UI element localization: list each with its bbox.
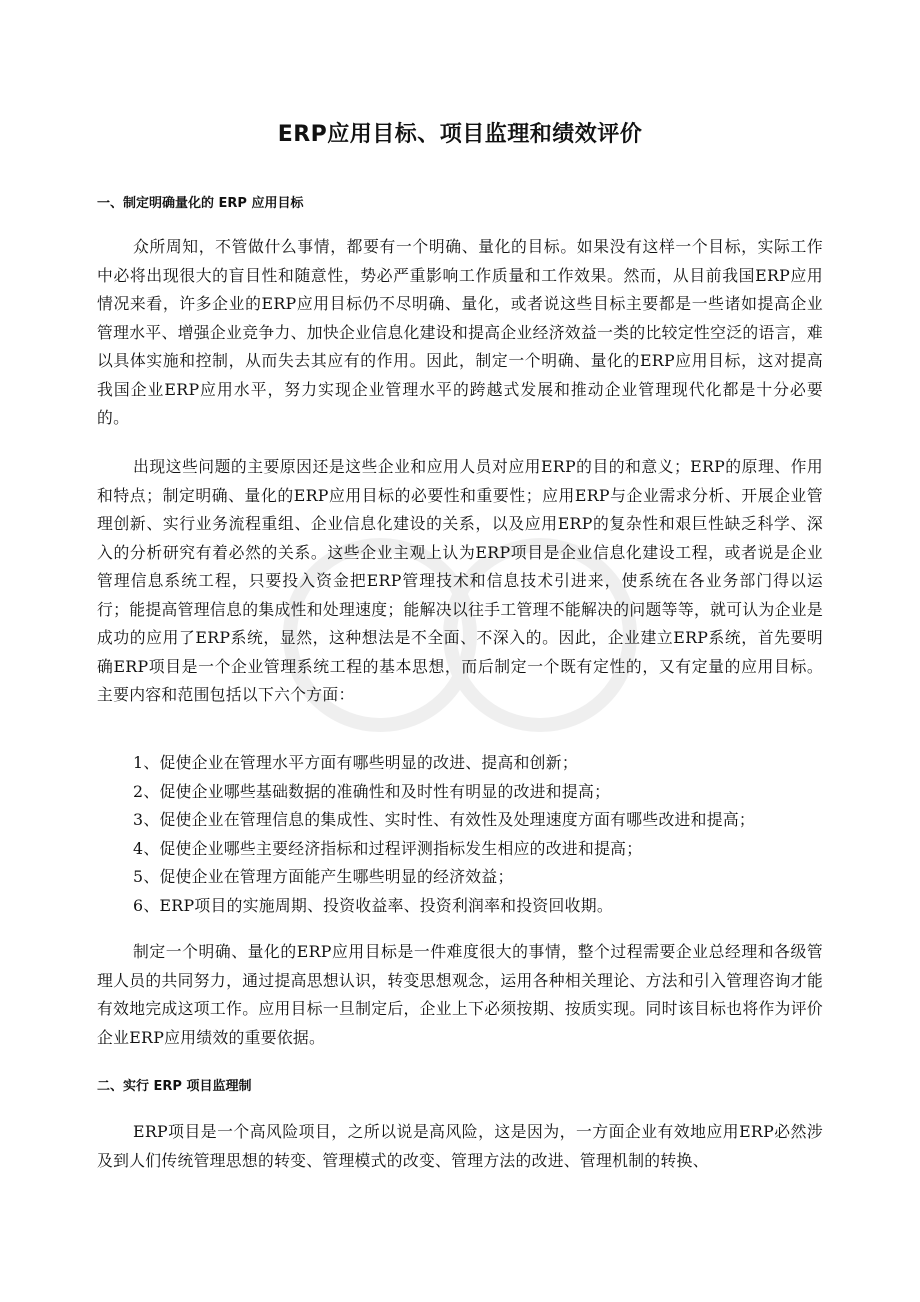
section-2-heading: 二、实行 ERP 项目监理制 (97, 1079, 252, 1094)
list-item: 3、促使企业在管理信息的集成性、实时性、有效性及处理速度方面有哪些改进和提高； (133, 810, 756, 829)
list-item: 5、促使企业在管理方面能产生哪些明显的经济效益； (133, 867, 514, 886)
section-1-paragraph-1: 众所周知，不管做什么事情，都要有一个明确、量化的目标。如果没有这样一个目标，实际工作中必将出现很大的盲目性和随意性，势必严重影响工作质量和工作效果。然而，从目前我国ERP应用情况来看，许多企业的ERP应用目标仍不尽明确、量化，或者说这些目标主要都是一些诸如提高企业管理水平、增强企业竞争力、加快企业信息化建设和提高企业经济效益一类的比较定性空泛的语言，难以具体实施和控制，从而失去其应有的作用。因此，制定一个明确、量化的ERP应用目标，这对提高我国企业ERP应用水平，努力实现企业管理水平的跨越式发展和推动企业管理现代化都是十分必要的。 (97, 237, 823, 427)
list-item: 6、ERP项目的实施周期、投资收益率、投资利润率和投资回收期。 (133, 895, 613, 915)
section-1-closing-paragraph: 制定一个明确、量化的ERP应用目标是一件难度很大的事情，整个过程需要企业总经理和各级管理人员的共同努力，通过提高思想认识，转变思想观念，运用各种相关理论、方法和引入管理咨询才能有效地完成这项工作。应用目标一旦制定后，企业上下必须按期、按质实现。同时该目标也将作为评价企业ERP应用绩效的重要依据。 (97, 942, 823, 1047)
list-item: 1、促使企业在管理水平方面有哪些明显的改进、提高和创新； (133, 753, 578, 772)
section-1-paragraph-2: 出现这些问题的主要原因还是这些企业和应用人员对应用ERP的目的和意义；ERP的原理、作用和特点；制定明确、量化的ERP应用目标的必要性和重要性；应用ERP与企业需求分析、开展企业管理创新、实行业务流程重组、企业信息化建设的关系，以及应用ERP的复杂性和艰巨性缺乏科学、深入的分析研究有着必然的关系。这些企业主观上认为ERP项目是企业信息化建设工程，或者说是企业管理信息系统工程，只要投入资金把ERP管理技术和信息技术引进来，使系统在各业务部门得以运行；能提高管理信息的集成性和处理速度；能解决以往手工管理不能解决的问题等等，就可认为企业是成功的应用了ERP系统，显然，这种想法是不全面、不深入的。因此，企业建立ERP系统，首先要明确ERP项目是一个企业管理系统工程的基本思想，而后制定一个既有定性的，又有定量的应用目标。主要内容和范围包括以下六个方面： (97, 457, 823, 704)
list-item: 4、促使企业哪些主要经济指标和过程评测指标发生相应的改进和提高； (133, 838, 643, 858)
list-item: 2、促使企业哪些基础数据的准确性和及时性有明显的改进和提高； (133, 781, 611, 801)
goals-list (97, 749, 823, 920)
section-2-paragraph: ERP项目是一个高风险项目，之所以说是高风险，这是因为，一方面企业有效地应用ERP必然涉及到人们传统管理思想的转变、管理模式的改变、管理方法的改进、管理机制的转换、 (97, 1122, 823, 1170)
document-title: ERP应用目标、项目监理和绩效评价 (277, 122, 643, 147)
section-1-heading: 一、制定明确量化的 ERP 应用目标 (97, 196, 304, 211)
